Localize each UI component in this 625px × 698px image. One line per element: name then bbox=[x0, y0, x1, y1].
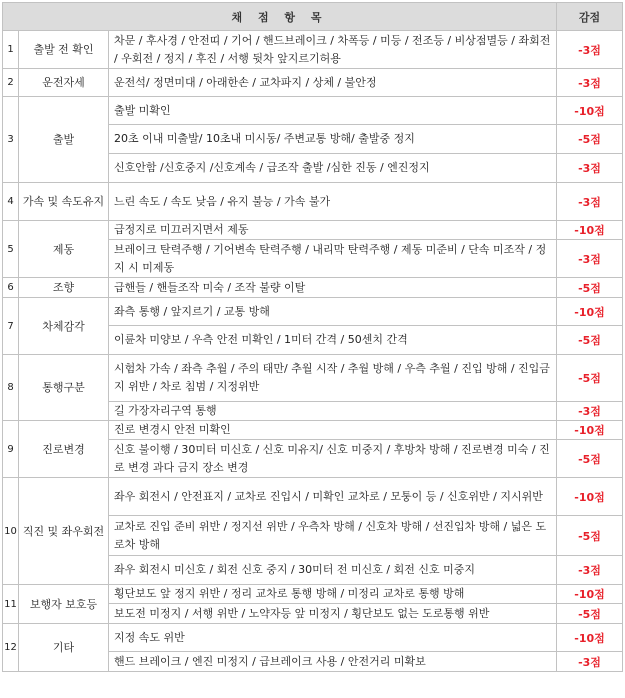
item-number: 3 bbox=[3, 97, 19, 183]
penalty-cell: -10점 bbox=[557, 624, 623, 652]
criteria-cell: 신호안함 /신호중지 /신호계속 / 급조작 출발 /심한 진동 / 엔진정지 bbox=[109, 154, 557, 183]
criteria-cell: 교차로 진입 준비 위반 / 정지선 위반 / 우측차 방해 / 신호차 방해 / 선진입차 방해 / 넓은 도로차 방해 bbox=[109, 516, 557, 556]
criteria-cell: 급정지로 미끄러지면서 제동 bbox=[109, 221, 557, 240]
category-cell: 조향 bbox=[19, 278, 109, 298]
table-row bbox=[3, 31, 623, 69]
criteria-cell: 출발 미확인 bbox=[109, 97, 557, 125]
header-row bbox=[3, 3, 623, 31]
criteria-cell: 좌우 회전시 미신호 / 회전 신호 중지 / 30미터 전 미신호 / 회전 신호 미중지 bbox=[109, 556, 557, 585]
table-row bbox=[3, 298, 623, 326]
criteria-cell: 이륜차 미양보 / 우측 안전 미확인 / 1미터 간격 / 50센치 간격 bbox=[109, 326, 557, 355]
penalty-cell: -10점 bbox=[557, 478, 623, 516]
item-number: 11 bbox=[3, 585, 19, 624]
category-cell: 통행구분 bbox=[19, 355, 109, 421]
category-cell: 차체감각 bbox=[19, 298, 109, 355]
penalty-cell: -5점 bbox=[557, 278, 623, 298]
category-cell: 출발 bbox=[19, 97, 109, 183]
penalty-cell: -5점 bbox=[557, 516, 623, 556]
category-cell: 보행자 보호등 bbox=[19, 585, 109, 624]
category-cell: 출발 전 확인 bbox=[19, 31, 109, 69]
criteria-cell: 시험차 가속 / 좌측 추월 / 주의 태만/ 추월 시작 / 추월 방해 / 우측 추월 / 진입 방해 / 진입금지 위반 / 차로 침범 / 지정위반 bbox=[109, 355, 557, 402]
criteria-cell: 차문 / 후사경 / 안전띠 / 기어 / 핸드브레이크 / 차폭등 / 미등 / 전조등 / 비상점멸등 / 좌회전 / 우회전 / 정지 / 후진 / 서행 뒷차 앞지르기허용 bbox=[109, 31, 557, 69]
table-row bbox=[3, 478, 623, 516]
penalty-cell: -10점 bbox=[557, 97, 623, 125]
table-row bbox=[3, 97, 623, 125]
criteria-cell: 진로 변경시 안전 미확인 bbox=[109, 421, 557, 440]
scoring-table bbox=[2, 2, 623, 672]
criteria-cell: 핸드 브레이크 / 엔진 미정지 / 급브레이크 사용 / 안전거리 미확보 bbox=[109, 652, 557, 672]
item-number: 8 bbox=[3, 355, 19, 421]
criteria-cell: 운전석/ 정면미대 / 아래한손 / 교차파지 / 상체 / 불안정 bbox=[109, 69, 557, 97]
criteria-cell: 지정 속도 위반 bbox=[109, 624, 557, 652]
item-number: 4 bbox=[3, 183, 19, 221]
table-row bbox=[3, 585, 623, 604]
penalty-cell: -3점 bbox=[557, 69, 623, 97]
penalty-cell: -5점 bbox=[557, 355, 623, 402]
table-row bbox=[3, 183, 623, 221]
item-number: 7 bbox=[3, 298, 19, 355]
penalty-cell: -10점 bbox=[557, 421, 623, 440]
penalty-cell: -3점 bbox=[557, 556, 623, 585]
category-cell: 진로변경 bbox=[19, 421, 109, 478]
table-row bbox=[3, 355, 623, 402]
item-number: 5 bbox=[3, 221, 19, 278]
item-number: 2 bbox=[3, 69, 19, 97]
table-row bbox=[3, 624, 623, 652]
penalty-cell: -3점 bbox=[557, 31, 623, 69]
header-penalty: 감점 bbox=[557, 3, 623, 31]
criteria-cell: 브레이크 탄력주행 / 기어변속 탄력주행 / 내리막 탄력주행 / 제동 미준비 / 단속 미조작 / 정지 시 미제동 bbox=[109, 240, 557, 278]
criteria-cell: 신호 불이행 / 30미터 미신호 / 신호 미유지/ 신호 미중지 / 후방차 방해 / 진로변경 미숙 / 진로 변경 과다 금지 장소 변경 bbox=[109, 440, 557, 478]
penalty-cell: -5점 bbox=[557, 440, 623, 478]
header-scoring-items: 채 점 항 목 bbox=[3, 3, 557, 31]
criteria-cell: 좌우 회전시 / 안전표지 / 교차로 진입시 / 미확인 교차로 / 모퉁이 등 / 신호위반 / 지시위반 bbox=[109, 478, 557, 516]
category-cell: 직진 및 좌우회전 bbox=[19, 478, 109, 585]
item-number: 10 bbox=[3, 478, 19, 585]
criteria-cell: 길 가장자리구역 통행 bbox=[109, 402, 557, 421]
item-number: 9 bbox=[3, 421, 19, 478]
penalty-cell: -3점 bbox=[557, 183, 623, 221]
penalty-cell: -10점 bbox=[557, 298, 623, 326]
category-cell: 제동 bbox=[19, 221, 109, 278]
item-number: 12 bbox=[3, 624, 19, 672]
criteria-cell: 좌측 통행 / 앞지르기 / 교통 방해 bbox=[109, 298, 557, 326]
penalty-cell: -5점 bbox=[557, 125, 623, 154]
table-row bbox=[3, 421, 623, 440]
category-cell: 기타 bbox=[19, 624, 109, 672]
table-row bbox=[3, 69, 623, 97]
penalty-cell: -10점 bbox=[557, 585, 623, 604]
category-cell: 가속 및 속도유지 bbox=[19, 183, 109, 221]
criteria-cell: 20초 이내 미출발/ 10초내 미시동/ 주변교통 방해/ 출발중 정지 bbox=[109, 125, 557, 154]
criteria-cell: 보도전 미정지 / 서행 위반 / 노약자등 앞 미정지 / 횡단보도 없는 도로통행 위반 bbox=[109, 604, 557, 624]
penalty-cell: -3점 bbox=[557, 154, 623, 183]
criteria-cell: 횡단보도 앞 정지 위반 / 정리 교차로 통행 방해 / 미정리 교차로 통행 방해 bbox=[109, 585, 557, 604]
table-row bbox=[3, 278, 623, 298]
criteria-cell: 급핸들 / 핸들조작 미숙 / 조작 불량 이탈 bbox=[109, 278, 557, 298]
penalty-cell: -5점 bbox=[557, 604, 623, 624]
item-number: 1 bbox=[3, 31, 19, 69]
penalty-cell: -10점 bbox=[557, 221, 623, 240]
category-cell: 운전자세 bbox=[19, 69, 109, 97]
penalty-cell: -3점 bbox=[557, 402, 623, 421]
table-row bbox=[3, 221, 623, 240]
criteria-cell: 느린 속도 / 속도 낮음 / 유지 불능 / 가속 불가 bbox=[109, 183, 557, 221]
penalty-cell: -3점 bbox=[557, 652, 623, 672]
penalty-cell: -5점 bbox=[557, 326, 623, 355]
item-number: 6 bbox=[3, 278, 19, 298]
penalty-cell: -3점 bbox=[557, 240, 623, 278]
